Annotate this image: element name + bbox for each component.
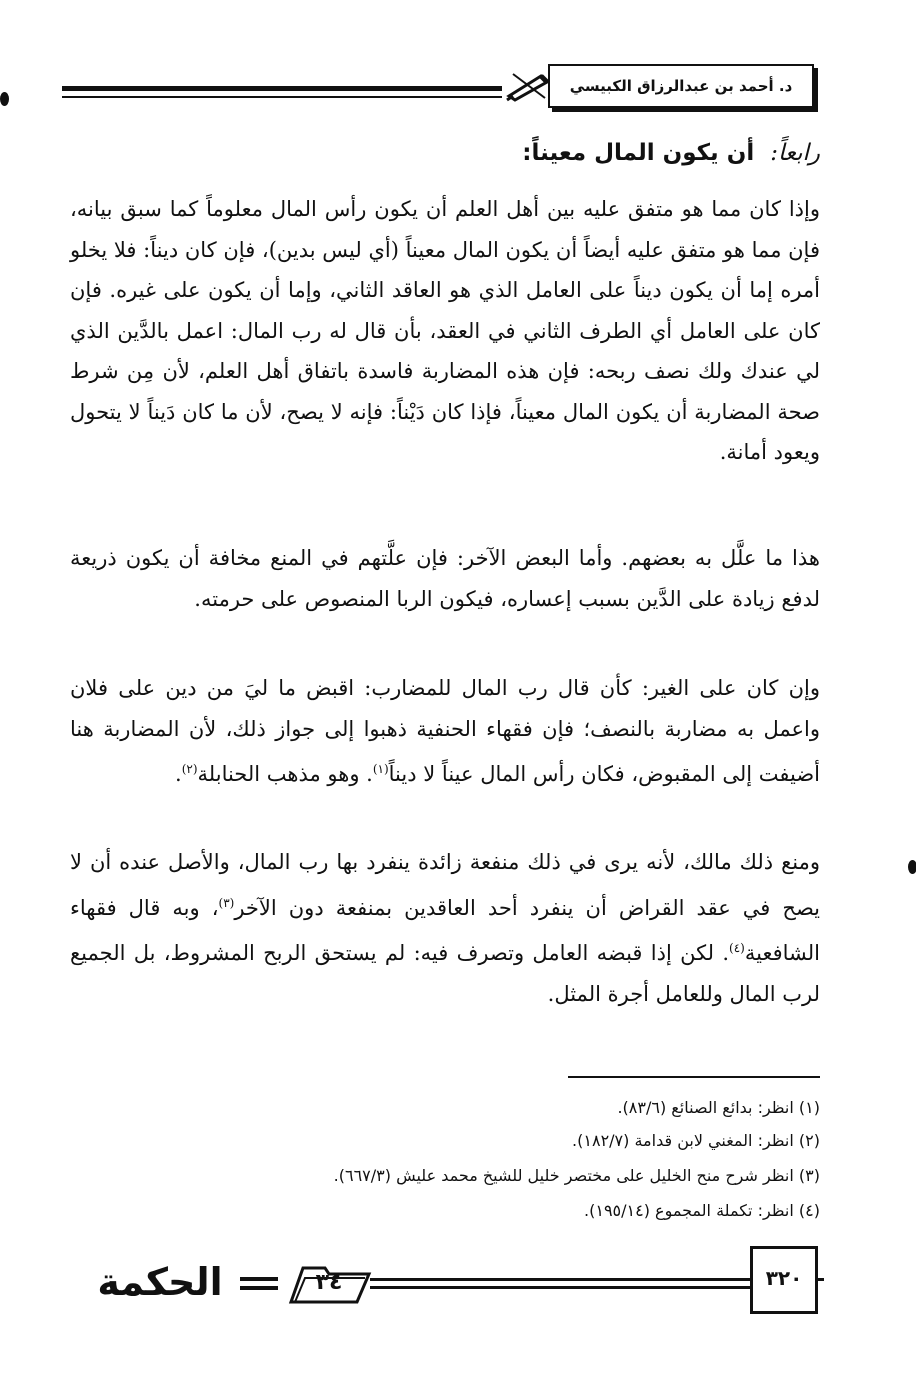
footnote-ref-3: (٣) [218, 895, 235, 910]
footnote-2: (٢) انظر: المغني لابن قدامة (١٨٢/٧). [572, 1131, 820, 1150]
separator-equals [240, 1276, 278, 1292]
paragraph-3 [70, 668, 820, 795]
paragraph-3-end: . [175, 762, 182, 786]
footnote-ref-1: (١) [372, 762, 389, 776]
section-heading [70, 140, 820, 166]
paragraph-4-text: ومنع ذلك مالك، لأنه يرى في ذلك منفعة زائدة ينفرد بها رب المال، والأصل عنده أن لا يصح في عقد القراض أن ينفرد أحد العاقدين بمنفعة دون الآخر [70, 850, 820, 920]
footer-rule-bottom [370, 1286, 750, 1289]
footnote-1: (١) انظر: بدائع الصنائع (٨٣/٦). [617, 1098, 820, 1117]
journal-logo: الحكمة [97, 1260, 223, 1304]
paragraph-4-mid: ، وبه قال فقهاء الشافعية [70, 895, 820, 965]
paragraph-4 [70, 842, 820, 1014]
paragraph-3-mid: . وهو مذهب الحنابلة [197, 762, 373, 786]
left-margin-dot [0, 92, 9, 106]
header-rule-top [62, 86, 502, 91]
section-ordinal: رابعاً: [770, 140, 820, 166]
footnote-ref-2: (٢) [181, 762, 198, 776]
section-title: أن يكون المال معيناً: [522, 140, 755, 166]
header-rule-bottom [62, 96, 502, 98]
page-number: ٣٢٠ [750, 1246, 818, 1314]
running-head-author: د. أحمد بن عبدالرزاق الكبيسي [548, 64, 814, 108]
issue-number: ٣٤ [315, 1270, 343, 1295]
footnote-separator [568, 1076, 820, 1078]
footnote-3: (٣) انظر شرح منح الخليل على مختصر خليل للشيخ محمد عليش (٦٦٧/٣). [333, 1166, 820, 1185]
footnote-4: (٤) انظر: تكملة المجموع (١٩٥/١٤). [584, 1201, 820, 1220]
paragraph-3-text: وإن كان على الغير: كأن قال رب المال للمضارب: اقبض ما ليَ من دين على فلان واعمل به مضاربة بالنصف؛ فإن فقهاء الحنفية ذهبوا إلى جواز ذلك، لأن المضاربة هنا أضيفت إلى المقبوض، فكان رأس المال عيناً لا ديناً [70, 676, 820, 786]
paragraph-1: وإذا كان مما هو متفق عليه بين أهل العلم أن يكون رأس المال معلوماً كما سبق بيانه، فإن مما هو متفق عليه أيضاً أن يكون المال معيناً (أي ليس بدين)، فإن كان ديناً: فلا يخلو أمره إما أن يكون ديناً على العامل الذي هو العاقد الثاني، وإما أن يكون على غيره. فإن كان على العامل أي الطرف الثاني في العقد، بأن قال له رب المال: اعمل بالدَّين الذي لي عندك ولك نصف ربحه: فإن هذه المضاربة فاسدة باتفاق أهل العلم، لأن مِن شرط صحة المضاربة أن يكون المال معيناً، فإذا كان دَيْناً: فإنه لا يصح، لأن ما كان دَيناً لا يتحول ويعود أمانة. [70, 197, 820, 464]
paragraph-2: هذا ما علَّل به بعضهم. وأما البعض الآخر: فإن علَّتهم في المنع مخافة أن يكون ذريعة لدفع زيادة على الدَّين بسبب إعساره، فيكون الربا المنصوص على حرمته. [70, 546, 820, 611]
right-margin-dot [908, 860, 916, 874]
footnote-ref-4: (٤) [729, 941, 745, 955]
pen-emblem-icon [505, 70, 551, 102]
footer-rule-top [370, 1278, 750, 1281]
paragraph-4-end: . لكن إذا قبضه العامل وتصرف فيه: لم يستحق الربح المشروط، بل الجميع لرب المال وللعامل أجرة المثل. [70, 941, 820, 1006]
